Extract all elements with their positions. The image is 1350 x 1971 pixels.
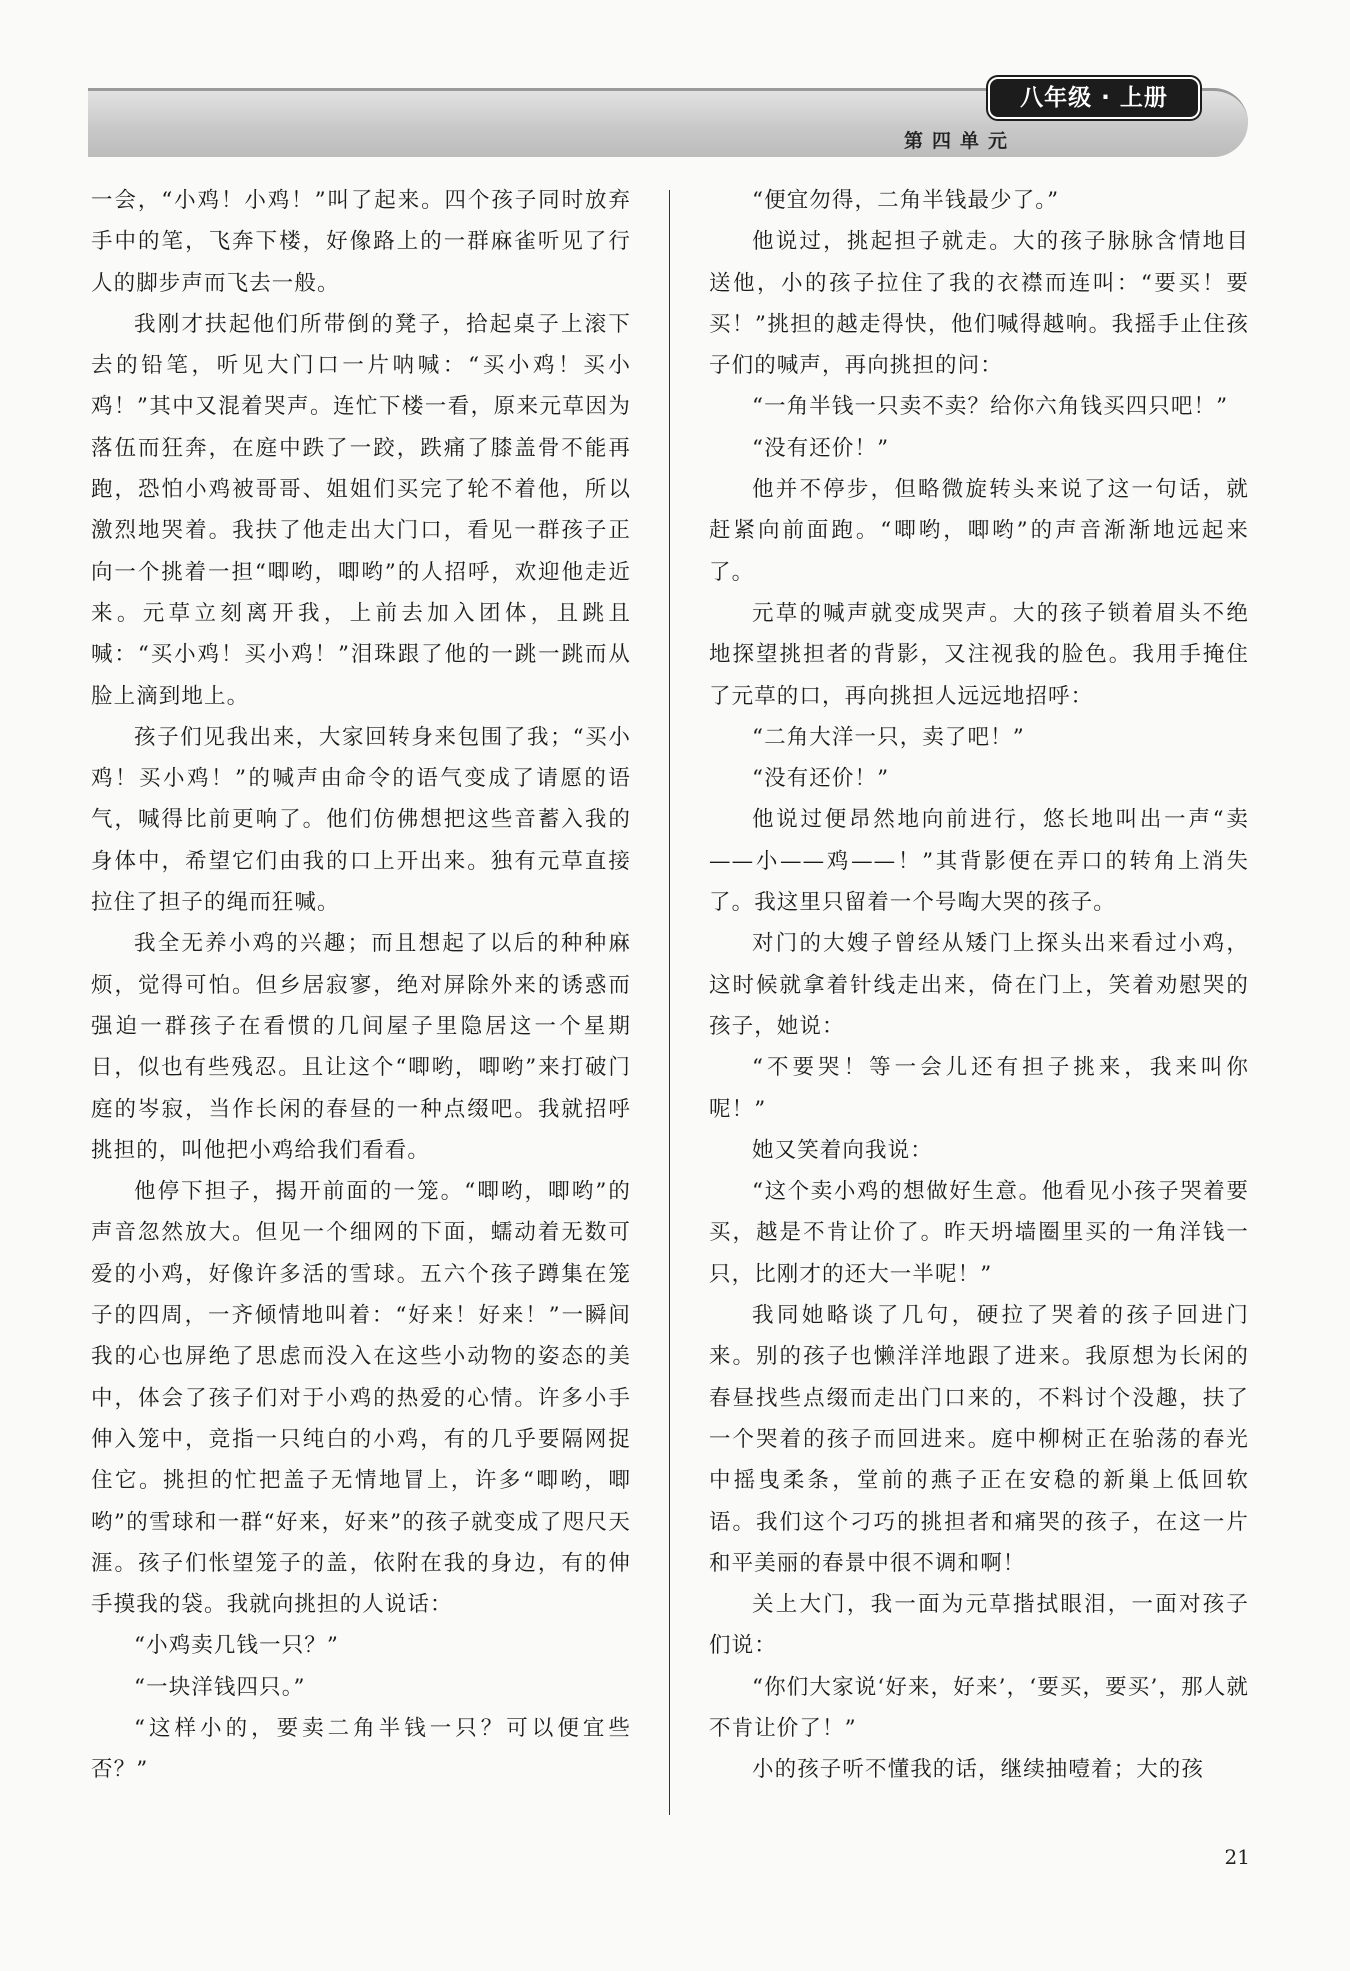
dialogue-line: “没有还价！” xyxy=(752,435,890,461)
paragraph: 我刚才扶起他们所带倒的凳子，拾起桌子上滚下去的铅笔，听见大门口一片呐喊：“买小鸡！买小鸡！”其中又混着哭声。连忙下楼一看，原来元草因为落伍而狂奔，在庭中跌了一跤，跌痛了膝盖骨不能再跑，恐怕小鸡被哥哥、姐姐们买完了轮不着他，所以激烈地哭着。我扶了他走出大门口，看见一群孩子正向一个挑着一担“唧哟，唧哟”的人招呼，欢迎他走近来。元草立刻离开我，上前去加入团体，且跳且喊：“买小鸡！买小鸡！”泪珠跟了他的一跳一跳而从脸上滴到地上。 xyxy=(91,311,631,709)
paragraph: 我同她略谈了几句，硬拉了哭着的孩子回进门来。别的孩子也懒洋洋地跟了进来。我原想为长闲的春昼找些点缀而走出门口来的，不料讨个没趣，扶了一个哭着的孩子而回进来。庭中柳树正在骀荡的春光中摇曳柔条，堂前的燕子正在安稳的新巢上低回软语。我们这个刁巧的挑担者和痛哭的孩子，在这一片和平美丽的春景中很不调和啊！ xyxy=(709,1303,1249,1576)
dialogue-line: “这个卖小鸡的想做好生意。他看见小孩子哭着要买，越是不肯让价了。昨天坍墙圈里买的一角洋钱一只，比刚才的还大一半呢！” xyxy=(709,1179,1249,1287)
paragraph: 元草的喊声就变成哭声。大的孩子锁着眉头不绝地探望挑担者的背影，又注视我的脸色。我用手掩住了元草的口，再向挑担人远远地招呼： xyxy=(709,600,1249,709)
paragraph: 一会，“小鸡！小鸡！”叫了起来。四个孩子同时放弃手中的笔，飞奔下楼，好像路上的一群麻雀听见了行人的脚步声而飞去一般。 xyxy=(91,188,631,296)
grade-badge: 八年级 · 上册 xyxy=(988,77,1200,119)
paragraph: 小的孩子听不懂我的话，继续抽噎着；大的孩 xyxy=(752,1757,1205,1783)
dialogue-line: “一块洋钱四只。” xyxy=(134,1674,306,1700)
paragraph: 我全无养小鸡的兴趣；而且想起了以后的种种麻烦，觉得可怕。但乡居寂寥，绝对屏除外来的诱惑而强迫一群孩子在看惯的几间屋子里隐居这一个星期日，似也有些残忍。且让这个“唧哟，唧哟”来打破门庭的岑寂，当作长闲的春昼的一种点缀吧。我就招呼挑担的，叫他把小鸡给我们看看。 xyxy=(91,931,631,1163)
paragraph: 他说过便昂然地向前进行，悠长地叫出一声“卖——小——鸡——！”其背影便在弄口的转角上消失了。我这里只留着一个号啕大哭的孩子。 xyxy=(709,807,1249,916)
dialogue-line: “你们大家说‘好来，好来’，‘要买，要买’，那人就不肯让价了！” xyxy=(709,1674,1249,1741)
dialogue-line: “这样小的，要卖二角半钱一只？可以便宜些否？” xyxy=(91,1715,631,1783)
paragraph: 关上大门，我一面为元草揩拭眼泪，一面对孩子们说： xyxy=(709,1592,1249,1659)
dialogue-line: “没有还价！” xyxy=(752,766,890,792)
right-text-column xyxy=(709,180,1249,1791)
left-text-column xyxy=(91,180,631,1791)
page-number: 21 xyxy=(1224,1845,1250,1869)
unit-label: 第四单元 xyxy=(903,130,1016,152)
dialogue-line: “不要哭！等一会儿还有担子挑来，我来叫你呢！” xyxy=(709,1055,1249,1122)
paragraph: 她又笑着向我说： xyxy=(752,1137,933,1163)
dialogue-line: “小鸡卖几钱一只？” xyxy=(134,1633,339,1659)
paragraph: 孩子们见我出来，大家回转身来包围了我；“买小鸡！买小鸡！”的喊声由命令的语气变成了请愿的语气，喊得比前更响了。他们仿佛想把这些音蓄入我的身体中，希望它们由我的口上开出来。独有元草直接拉住了担子的绳而狂喊。 xyxy=(91,724,631,916)
paragraph: 他停下担子，揭开前面的一笼。“唧哟，唧哟”的声音忽然放大。但见一个细网的下面，蠕动着无数可爱的小鸡，好像许多活的雪球。五六个孩子蹲集在笼子的四周，一齐倾情地叫着：“好来！好来！”一瞬间我的心也屏绝了思虑而没入在这些小动物的姿态的美中，体会了孩子们对于小鸡的热爱的心情。许多小手伸入笼中，竞指一只纯白的小鸡，有的几乎要隔网捉住它。挑担的忙把盖子无情地冒上，许多“唧哟，唧哟”的雪球和一群“好来，好来”的孩子就变成了咫尺天涯。孩子们怅望笼子的盖，依附在我的身边，有的伸手摸我的袋。我就向挑担的人说话： xyxy=(91,1179,631,1618)
paragraph: 对门的大嫂子曾经从矮门上探头出来看过小鸡，这时候就拿着针线走出来，倚在门上，笑着劝慰哭的孩子，她说： xyxy=(709,931,1249,1039)
paragraph: 他说过，挑起担子就走。大的孩子脉脉含情地目送他，小的孩子拉住了我的衣襟而连叫：“要买！要买！”挑担的越走得快，他们喊得越响。我摇手止住孩子们的喊声，再向挑担的问： xyxy=(709,229,1249,379)
column-divider xyxy=(669,190,670,1815)
dialogue-line: “便宜勿得，二角半钱最少了。” xyxy=(752,188,1060,213)
dialogue-line: “二角大洋一只，卖了吧！” xyxy=(752,724,1025,750)
dialogue-line: “一角半钱一只卖不卖？给你六角钱买四只吧！” xyxy=(752,394,1229,420)
paragraph: 他并不停步，但略微旋转头来说了这一句话，就赶紧向前面跑。“唧哟，唧哟”的声音渐渐地远起来了。 xyxy=(709,477,1249,585)
